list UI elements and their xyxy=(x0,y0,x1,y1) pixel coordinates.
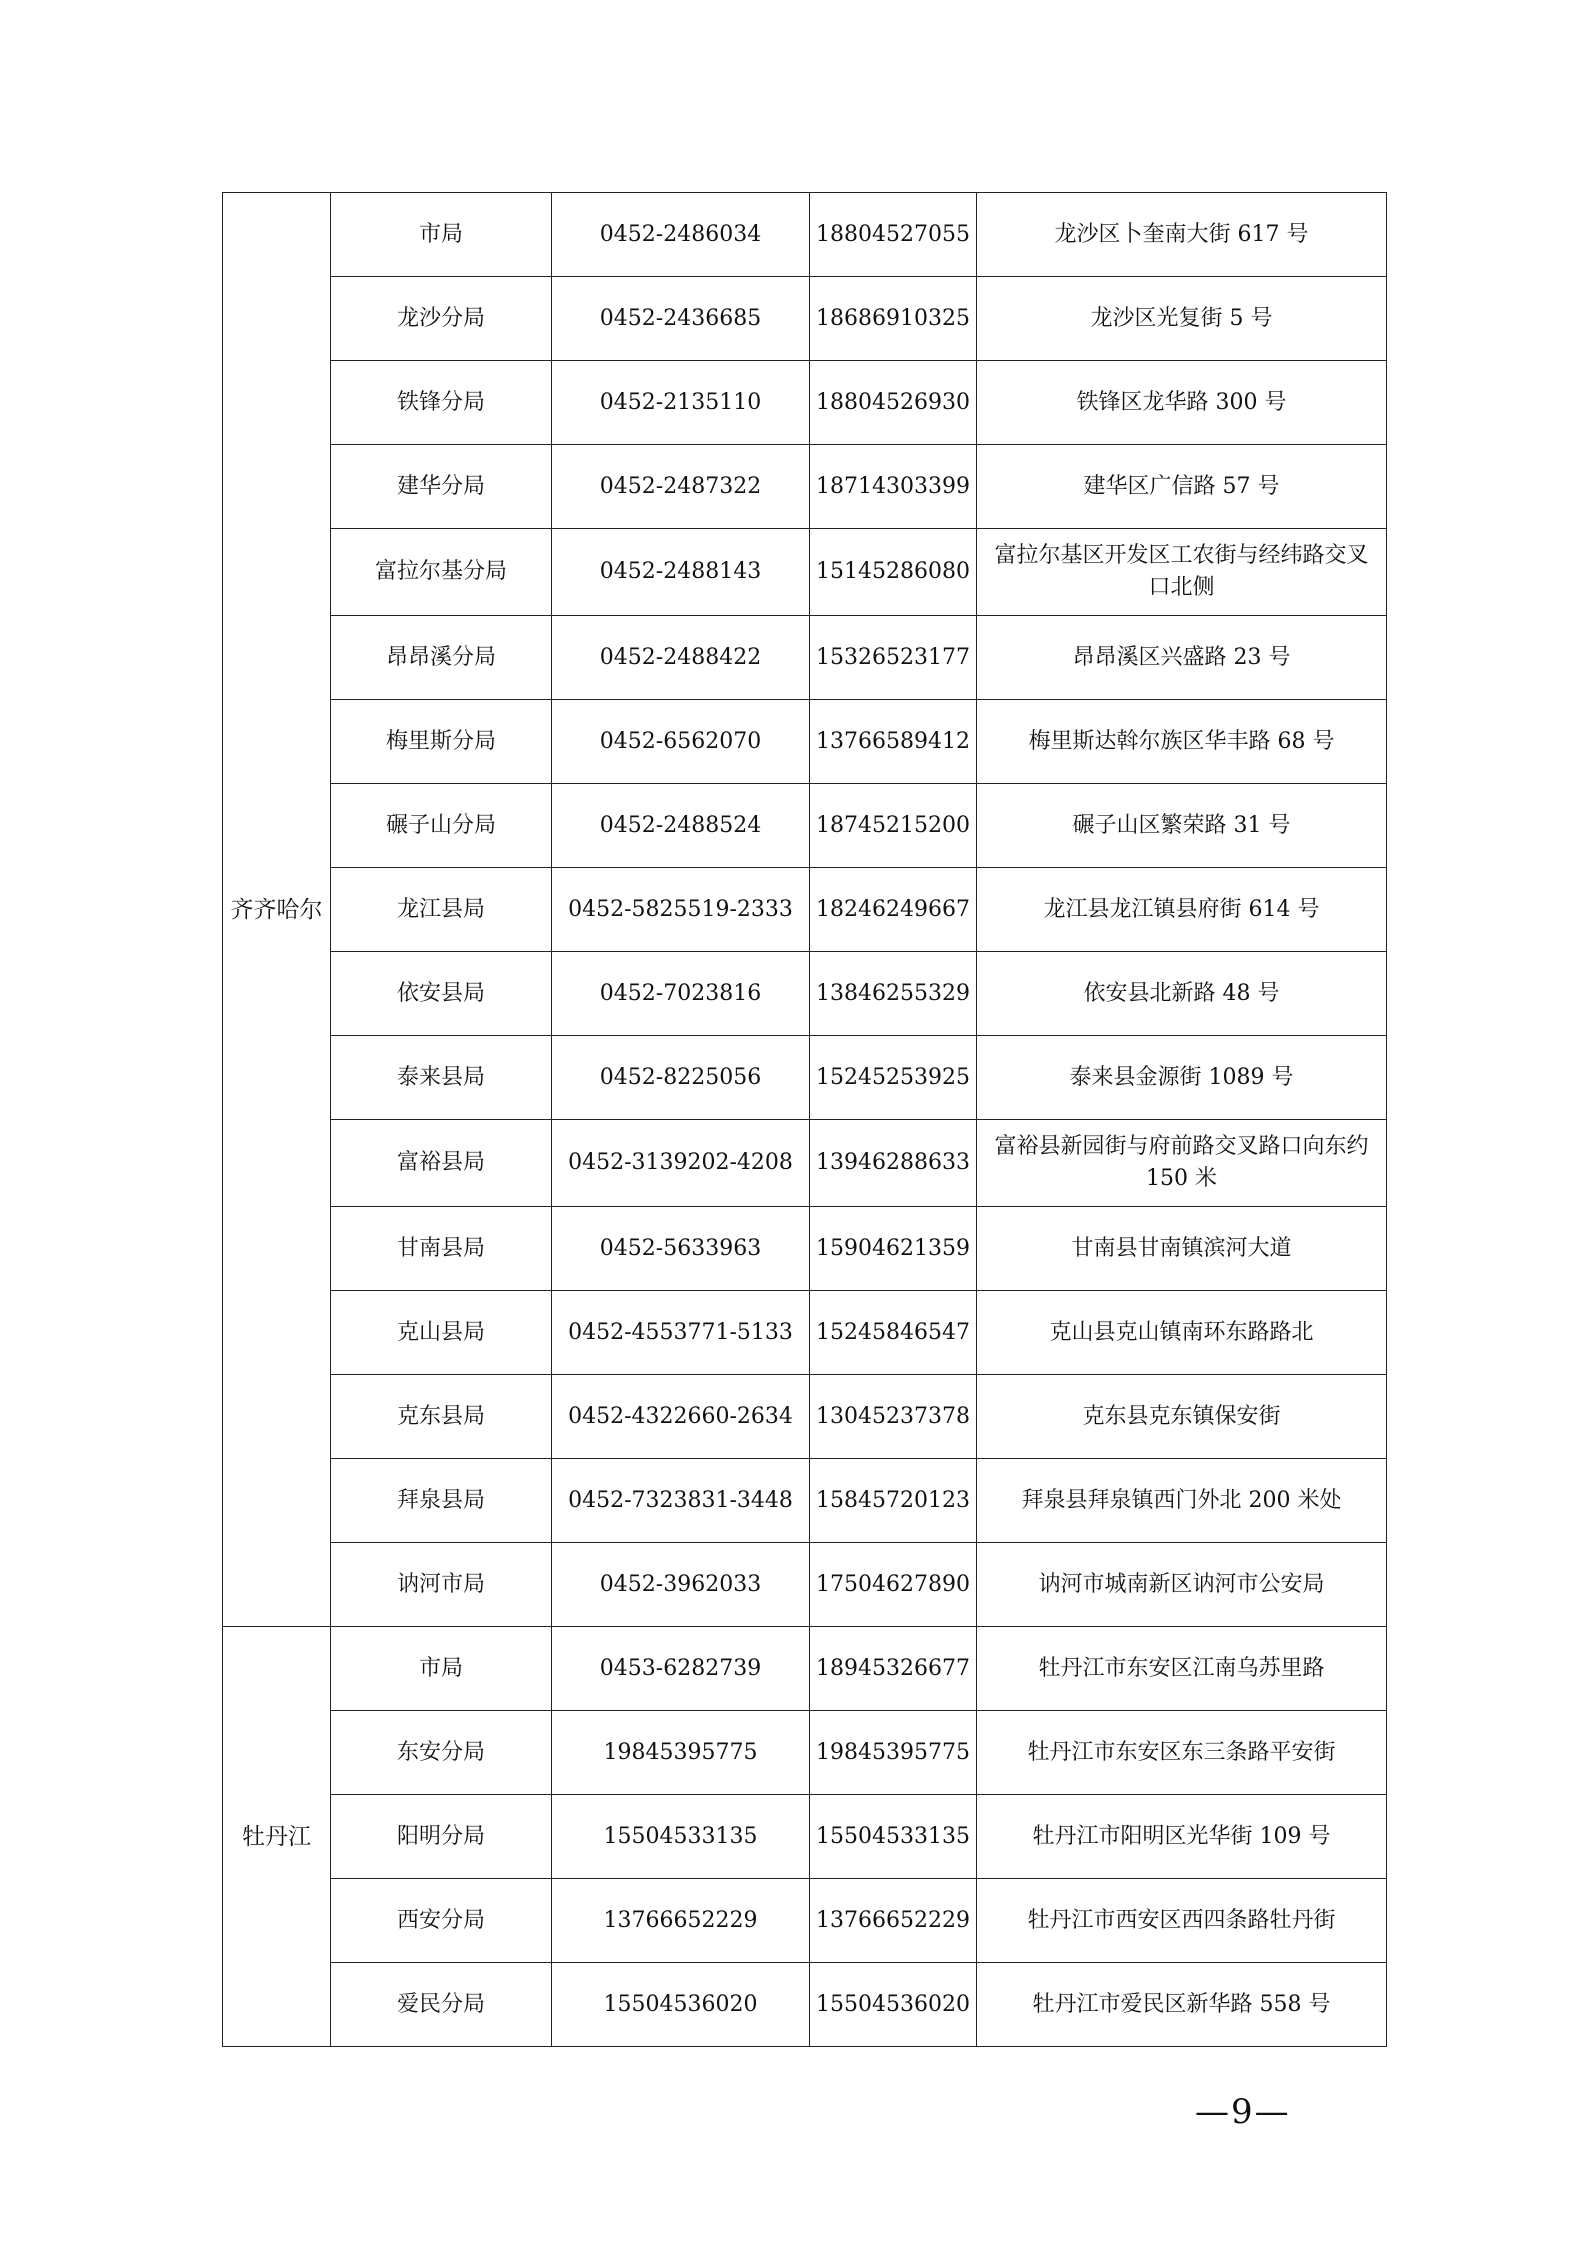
unit-cell: 建华分局 xyxy=(331,445,552,529)
table-row xyxy=(223,1291,1387,1375)
address-cell: 梅里斯达斡尔族区华丰路 68 号 xyxy=(976,700,1386,784)
address-cell: 建华区广信路 57 号 xyxy=(976,445,1386,529)
unit-cell: 克山县局 xyxy=(331,1291,552,1375)
mobile-cell: 15245846547 xyxy=(810,1291,977,1375)
unit-cell: 昂昂溪分局 xyxy=(331,616,552,700)
table-row xyxy=(223,1879,1387,1963)
table-row xyxy=(223,784,1387,868)
phone-cell: 15504533135 xyxy=(552,1795,810,1879)
table-row xyxy=(223,193,1387,277)
unit-cell: 梅里斯分局 xyxy=(331,700,552,784)
mobile-cell: 18804526930 xyxy=(810,361,977,445)
page-number: —9— xyxy=(1195,2092,1291,2132)
address-cell: 拜泉县拜泉镇西门外北 200 米处 xyxy=(976,1459,1386,1543)
table-row xyxy=(223,1795,1387,1879)
unit-cell: 拜泉县局 xyxy=(331,1459,552,1543)
unit-cell: 甘南县局 xyxy=(331,1207,552,1291)
unit-cell: 阳明分局 xyxy=(331,1795,552,1879)
mobile-cell: 13766589412 xyxy=(810,700,977,784)
table-row xyxy=(223,1963,1387,2047)
unit-cell: 碾子山分局 xyxy=(331,784,552,868)
phone-cell: 0453-6282739 xyxy=(552,1627,810,1711)
unit-cell: 东安分局 xyxy=(331,1711,552,1795)
mobile-cell: 13045237378 xyxy=(810,1375,977,1459)
table-row xyxy=(223,952,1387,1036)
table-row xyxy=(223,1627,1387,1711)
contact-table xyxy=(222,192,1387,2047)
table-row xyxy=(223,868,1387,952)
phone-cell: 0452-2436685 xyxy=(552,277,810,361)
mobile-cell: 15245253925 xyxy=(810,1036,977,1120)
mobile-cell: 13766652229 xyxy=(810,1879,977,1963)
phone-cell: 0452-2488524 xyxy=(552,784,810,868)
address-cell: 富裕县新园街与府前路交叉路口向东约 150 米 xyxy=(976,1120,1386,1207)
phone-cell: 0452-2488422 xyxy=(552,616,810,700)
table-row xyxy=(223,616,1387,700)
phone-cell: 0452-4322660-2634 xyxy=(552,1375,810,1459)
phone-cell: 0452-2487322 xyxy=(552,445,810,529)
city-cell: 牡丹江 xyxy=(223,1627,331,2047)
address-cell: 碾子山区繁荣路 31 号 xyxy=(976,784,1386,868)
table-body xyxy=(223,193,1387,2047)
mobile-cell: 15326523177 xyxy=(810,616,977,700)
phone-cell: 0452-2488143 xyxy=(552,529,810,616)
address-cell: 牡丹江市东安区江南乌苏里路 xyxy=(976,1627,1386,1711)
unit-cell: 讷河市局 xyxy=(331,1543,552,1627)
address-cell: 讷河市城南新区讷河市公安局 xyxy=(976,1543,1386,1627)
phone-cell: 0452-7323831-3448 xyxy=(552,1459,810,1543)
unit-cell: 市局 xyxy=(331,193,552,277)
mobile-cell: 17504627890 xyxy=(810,1543,977,1627)
mobile-cell: 18745215200 xyxy=(810,784,977,868)
mobile-cell: 18246249667 xyxy=(810,868,977,952)
phone-cell: 0452-4553771-5133 xyxy=(552,1291,810,1375)
table-row xyxy=(223,1711,1387,1795)
phone-cell: 15504536020 xyxy=(552,1963,810,2047)
phone-cell: 0452-8225056 xyxy=(552,1036,810,1120)
mobile-cell: 19845395775 xyxy=(810,1711,977,1795)
address-cell: 克东县克东镇保安街 xyxy=(976,1375,1386,1459)
mobile-cell: 15145286080 xyxy=(810,529,977,616)
unit-cell: 铁锋分局 xyxy=(331,361,552,445)
mobile-cell: 18714303399 xyxy=(810,445,977,529)
address-cell: 富拉尔基区开发区工农街与经纬路交叉口北侧 xyxy=(976,529,1386,616)
address-cell: 泰来县金源街 1089 号 xyxy=(976,1036,1386,1120)
table-row xyxy=(223,1543,1387,1627)
mobile-cell: 18804527055 xyxy=(810,193,977,277)
phone-cell: 0452-3139202-4208 xyxy=(552,1120,810,1207)
mobile-cell: 15904621359 xyxy=(810,1207,977,1291)
address-cell: 牡丹江市西安区西四条路牡丹街 xyxy=(976,1879,1386,1963)
table-row xyxy=(223,1375,1387,1459)
address-cell: 依安县北新路 48 号 xyxy=(976,952,1386,1036)
table-row xyxy=(223,1459,1387,1543)
unit-cell: 富拉尔基分局 xyxy=(331,529,552,616)
phone-cell: 13766652229 xyxy=(552,1879,810,1963)
phone-cell: 0452-2135110 xyxy=(552,361,810,445)
city-cell: 齐齐哈尔 xyxy=(223,193,331,1627)
phone-cell: 19845395775 xyxy=(552,1711,810,1795)
table-row xyxy=(223,1120,1387,1207)
table-row xyxy=(223,1036,1387,1120)
address-cell: 龙江县龙江镇县府街 614 号 xyxy=(976,868,1386,952)
unit-cell: 西安分局 xyxy=(331,1879,552,1963)
phone-cell: 0452-3962033 xyxy=(552,1543,810,1627)
address-cell: 克山县克山镇南环东路路北 xyxy=(976,1291,1386,1375)
address-cell: 牡丹江市爱民区新华路 558 号 xyxy=(976,1963,1386,2047)
unit-cell: 龙江县局 xyxy=(331,868,552,952)
address-cell: 牡丹江市东安区东三条路平安街 xyxy=(976,1711,1386,1795)
table-row xyxy=(223,700,1387,784)
unit-cell: 克东县局 xyxy=(331,1375,552,1459)
table-row xyxy=(223,361,1387,445)
mobile-cell: 18945326677 xyxy=(810,1627,977,1711)
mobile-cell: 15504536020 xyxy=(810,1963,977,2047)
table-row xyxy=(223,529,1387,616)
mobile-cell: 13846255329 xyxy=(810,952,977,1036)
unit-cell: 爱民分局 xyxy=(331,1963,552,2047)
phone-cell: 0452-5825519-2333 xyxy=(552,868,810,952)
phone-cell: 0452-6562070 xyxy=(552,700,810,784)
address-cell: 牡丹江市阳明区光华街 109 号 xyxy=(976,1795,1386,1879)
mobile-cell: 15504533135 xyxy=(810,1795,977,1879)
address-cell: 龙沙区光复街 5 号 xyxy=(976,277,1386,361)
mobile-cell: 13946288633 xyxy=(810,1120,977,1207)
mobile-cell: 15845720123 xyxy=(810,1459,977,1543)
mobile-cell: 18686910325 xyxy=(810,277,977,361)
phone-cell: 0452-7023816 xyxy=(552,952,810,1036)
unit-cell: 泰来县局 xyxy=(331,1036,552,1120)
address-cell: 铁锋区龙华路 300 号 xyxy=(976,361,1386,445)
unit-cell: 富裕县局 xyxy=(331,1120,552,1207)
table-row xyxy=(223,277,1387,361)
phone-cell: 0452-5633963 xyxy=(552,1207,810,1291)
address-cell: 甘南县甘南镇滨河大道 xyxy=(976,1207,1386,1291)
unit-cell: 依安县局 xyxy=(331,952,552,1036)
address-cell: 昂昂溪区兴盛路 23 号 xyxy=(976,616,1386,700)
address-cell: 龙沙区卜奎南大街 617 号 xyxy=(976,193,1386,277)
table-row xyxy=(223,445,1387,529)
unit-cell: 龙沙分局 xyxy=(331,277,552,361)
table-row xyxy=(223,1207,1387,1291)
phone-cell: 0452-2486034 xyxy=(552,193,810,277)
unit-cell: 市局 xyxy=(331,1627,552,1711)
